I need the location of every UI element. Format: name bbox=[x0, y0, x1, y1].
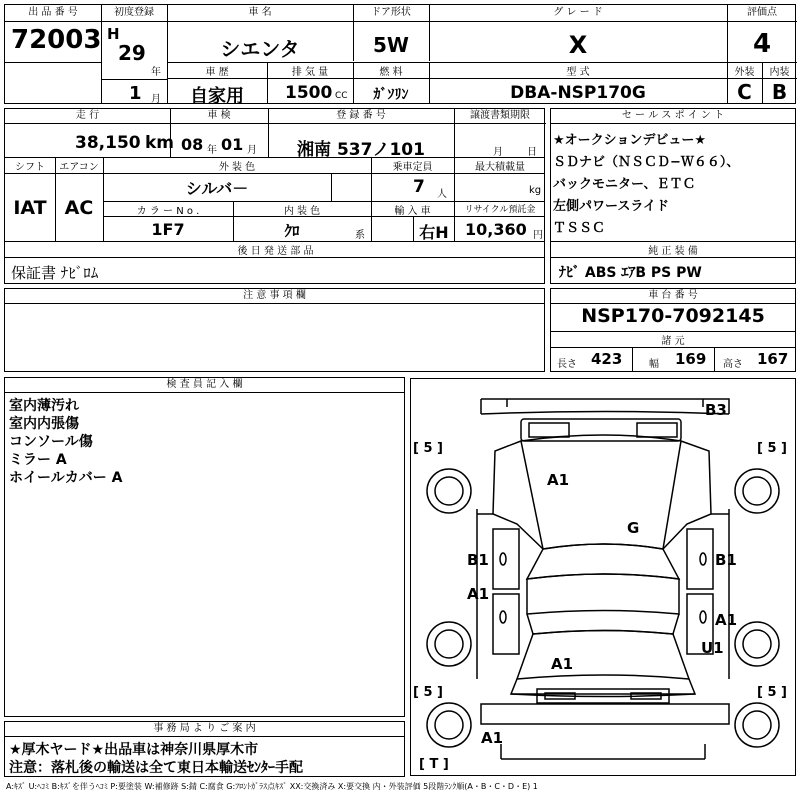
transfer-label: 譲渡書類期限 bbox=[454, 109, 546, 124]
lot-no-label: 出 品 番 号 bbox=[5, 5, 101, 22]
damage-bottom-a1: A1 bbox=[481, 729, 504, 747]
score: 4 bbox=[752, 29, 772, 59]
office-label: 事 務 局 よ り ご 案 内 bbox=[5, 722, 404, 737]
office-line-2: 注意：落札後の輸送は全て東日本輸送ｾﾝﾀｰ手配 bbox=[9, 760, 303, 776]
recycle-unit: 円 bbox=[533, 230, 543, 241]
inspector-block bbox=[4, 377, 405, 717]
width: 169 bbox=[675, 350, 707, 368]
color-no: 1F7 bbox=[151, 220, 185, 239]
office-line-1: ★厚木ヤード★出品車は神奈川県厚木市 bbox=[9, 742, 259, 758]
displacement-label: 排 気 量 bbox=[291, 67, 329, 78]
length: 423 bbox=[591, 350, 623, 368]
sales-points-label: セ ー ル ス ポ イ ン ト bbox=[551, 109, 795, 124]
damage-right-a1: A1 bbox=[715, 611, 738, 629]
int-color: ｸﾛ bbox=[284, 222, 300, 240]
model-label: 型 式 bbox=[566, 67, 590, 78]
sales-line-4: 左側パワースライド bbox=[553, 199, 669, 214]
first-reg-label: 初度登録 bbox=[101, 5, 167, 22]
dims-label: 諸 元 bbox=[661, 336, 685, 347]
damage-left-b1: B1 bbox=[467, 551, 489, 569]
history: 自家用 bbox=[190, 86, 244, 107]
sales-line-2: ＳＤナビ（ＮＳＣＤ−Ｗ６６）、 bbox=[553, 155, 740, 170]
first-reg-year: 29 bbox=[118, 41, 146, 65]
plate-number: 湘南 537ノ101 bbox=[297, 140, 425, 160]
month-unit: 月 bbox=[151, 94, 161, 105]
damage-hood-a1: A1 bbox=[547, 471, 570, 489]
sales-line-3: バックモニター、ＥＴＣ bbox=[553, 177, 696, 192]
load-label: 最大積載量 bbox=[475, 162, 525, 173]
inspection-year-unit: 年 bbox=[207, 145, 217, 156]
damage-windshield-g: G bbox=[627, 519, 640, 537]
inspector-line-3: コンソール傷 bbox=[9, 434, 93, 450]
office-block bbox=[4, 721, 405, 777]
load-unit: kg bbox=[529, 185, 542, 196]
shift-label: シフト bbox=[15, 162, 45, 173]
import-label: 輸 入 車 bbox=[394, 206, 431, 217]
damage-b3: B3 bbox=[705, 401, 727, 419]
spare-tire: [ T ] bbox=[419, 757, 449, 772]
car-name-label: 車 名 bbox=[167, 5, 353, 22]
later-parts: 保証書 ﾅﾋﾞﾛﾑ bbox=[11, 264, 99, 282]
length-label: 長さ bbox=[557, 359, 577, 370]
inspection-month-unit: 月 bbox=[247, 145, 257, 156]
exterior-label: 外装 bbox=[734, 67, 755, 78]
legend: A:ｷｽﾞ U:ﾍｺﾐ B:ｷｽﾞを伴うﾍｺﾐ P:要塗装 W:補修跡 S:錆 C:腐食 G:ﾌﾛﾝﾄｶﾞﾗｽ点ｷｽﾞ XX:交換済み X:要交換 内・外装評価 5段階ﾗﾝｸ順(A・B・C・D・E) 1 bbox=[6, 782, 538, 791]
notes-block bbox=[4, 288, 545, 372]
fuel: ｶﾞｿﾘﾝ bbox=[373, 87, 409, 103]
plate-label: 登 録 番 号 bbox=[268, 109, 454, 124]
later-parts-label: 後 日 発 送 部 品 bbox=[237, 246, 314, 257]
height-label: 高さ bbox=[723, 359, 743, 370]
int-color-unit: 系 bbox=[355, 230, 365, 241]
tire-front-left: [ 5 ] bbox=[413, 441, 443, 456]
mileage-label: 走 行 bbox=[5, 109, 170, 124]
lot-no: 72003 bbox=[11, 25, 102, 55]
displacement: 1500 bbox=[285, 83, 333, 103]
model-code: DBA-NSP170G bbox=[510, 83, 646, 103]
door-label: ドア形状 bbox=[353, 5, 429, 22]
condition-diagram bbox=[410, 378, 796, 776]
capacity-label: 乗車定員 bbox=[392, 162, 433, 173]
inspector-line-5: ホイールカバー A bbox=[9, 470, 123, 486]
interior-grade: B bbox=[771, 80, 788, 104]
first-reg-month: 1 bbox=[129, 83, 142, 104]
color-no-label: カ ラ ー N o . bbox=[136, 206, 200, 217]
air-conditioner: AC bbox=[64, 197, 94, 219]
chassis-block bbox=[550, 288, 796, 372]
int-color-label: 内 装 色 bbox=[283, 206, 321, 217]
equipment-label: 純 正 装 備 bbox=[648, 246, 698, 257]
recycle-label: リサイクル預託金 bbox=[464, 205, 536, 215]
door-type: 5W bbox=[373, 33, 409, 57]
damage-right-b1: B1 bbox=[715, 551, 737, 569]
height: 167 bbox=[757, 350, 789, 368]
grade-label: グ レ ー ド bbox=[429, 5, 727, 22]
header-block bbox=[4, 4, 796, 107]
chassis-number: NSP170-7092145 bbox=[581, 305, 765, 327]
tire-front-right: [ 5 ] bbox=[757, 441, 787, 456]
capacity: 7 bbox=[413, 177, 425, 197]
exterior-grade: C bbox=[737, 80, 752, 104]
inspection-label: 車 検 bbox=[170, 109, 268, 124]
score-label: 評価点 bbox=[727, 5, 797, 22]
car-outline bbox=[411, 379, 795, 775]
transfer-month-unit: 月 bbox=[493, 147, 503, 158]
inspector-line-4: ミラー A bbox=[9, 452, 67, 468]
mileage: 38,150 bbox=[75, 133, 141, 153]
damage-left-a1: A1 bbox=[467, 585, 490, 603]
interior-label: 内装 bbox=[769, 67, 790, 78]
sales-line-1: ★オークションデビュー★ bbox=[553, 133, 707, 148]
inspection-month: 01 bbox=[221, 135, 244, 154]
mileage-unit: km bbox=[145, 133, 175, 153]
chassis-label: 車 台 番 号 bbox=[551, 289, 795, 304]
history-label: 車 歴 bbox=[205, 67, 229, 78]
details-block bbox=[4, 108, 545, 284]
year-unit: 年 bbox=[151, 67, 161, 78]
damage-right-u1: U1 bbox=[701, 639, 724, 657]
inspector-line-1: 室内薄汚れ bbox=[9, 398, 79, 414]
width-label: 幅 bbox=[649, 359, 659, 370]
transfer-day-unit: 日 bbox=[527, 147, 537, 158]
sales-points-block bbox=[550, 108, 796, 284]
equipment: ﾅﾋﾞ ABS ｴｱB PS PW bbox=[559, 265, 702, 281]
ac-label: エアコン bbox=[59, 162, 99, 173]
recycle-fee: 10,360 bbox=[465, 220, 527, 239]
shift: IAT bbox=[13, 197, 47, 219]
sales-line-5: ＴＳＳＣ bbox=[553, 221, 606, 236]
inspection-year: 08 bbox=[181, 135, 204, 154]
first-reg-era: H bbox=[107, 25, 120, 43]
steering-side: 右H bbox=[419, 223, 449, 242]
ext-color: シルバ－ bbox=[185, 179, 249, 198]
inspector-line-2: 室内内張傷 bbox=[9, 416, 79, 432]
ext-color-label: 外 装 色 bbox=[218, 162, 256, 173]
car-name: シエンタ bbox=[220, 37, 300, 61]
displacement-unit: CC bbox=[335, 91, 348, 101]
tire-rear-left: [ 5 ] bbox=[413, 685, 443, 700]
inspector-label: 検 査 員 記 入 欄 bbox=[5, 378, 404, 393]
fuel-label: 燃 料 bbox=[379, 67, 403, 78]
grade: X bbox=[568, 31, 588, 59]
capacity-unit: 人 bbox=[437, 189, 447, 200]
notes-label: 注 意 事 項 欄 bbox=[5, 289, 544, 304]
tire-rear-right: [ 5 ] bbox=[757, 685, 787, 700]
damage-rear-a1: A1 bbox=[551, 655, 574, 673]
